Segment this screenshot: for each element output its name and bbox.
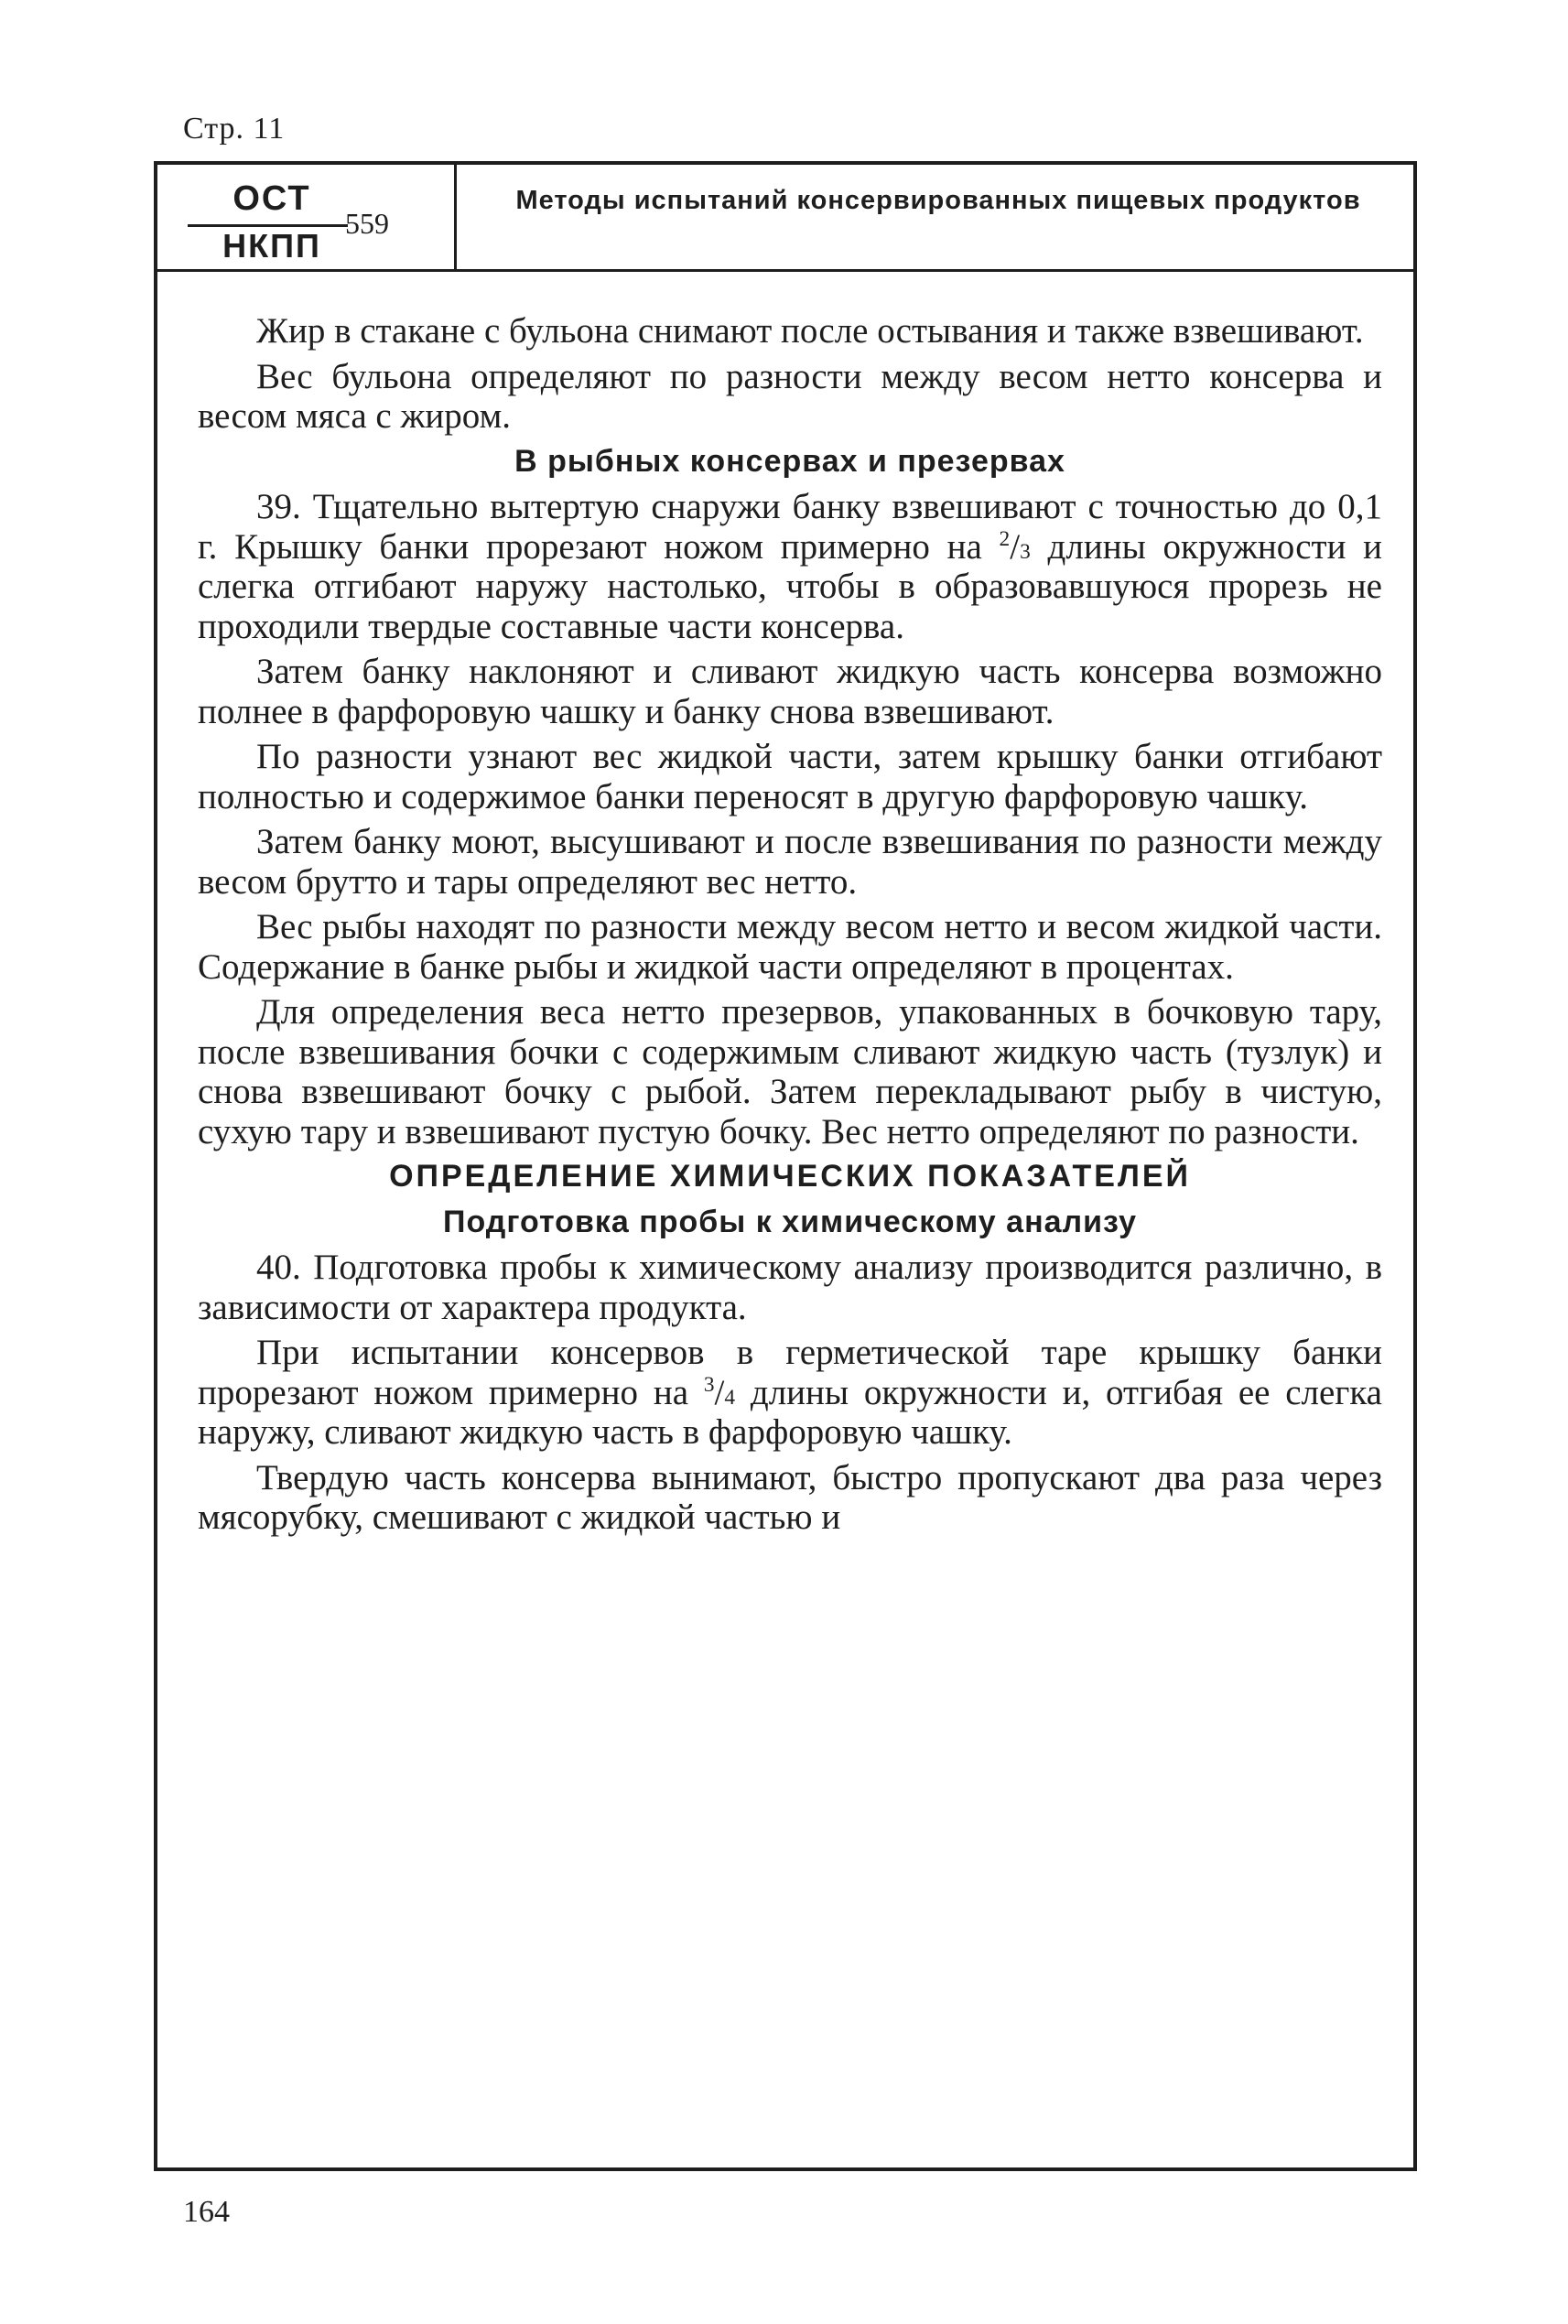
page-label: Стр. 11 [183, 112, 286, 146]
standard-org: НКПП [222, 227, 321, 265]
paragraph-hermetic-end: длины окружности и, отгибая ее слегка наружу, сливают жидкую часть в фарфоровую чашку. [198, 1372, 1382, 1452]
paragraph-pour-liquid: Затем банку наклоняют и сливают жидкую часть консерва возможно полнее в фарфоровую чашку и банку снова взвешивают. [198, 652, 1382, 731]
paragraph-hermetic-start: При испытании консервов в герметической таре крышку банки прорезают ножом примерно на [198, 1333, 1382, 1412]
fraction-numerator: 3 [703, 1372, 715, 1397]
frame-top-rule [154, 161, 1417, 165]
fraction-numerator: 2 [999, 526, 1011, 551]
paragraph-39-end: длины окружности и слегка отгибают наружу настолько, чтобы в образовавшуюся прорезь не проходили твердые составные части консерва. [198, 526, 1383, 646]
section-heading-fish: В рыбных консервах и презервах [514, 443, 1065, 479]
paragraph-preserves: Для определения веса нетто презервов, упакованных в бочковую тару, после взвешивания бочки с содержимым сливают жидкую часть (тузлук) и снова взвешивают бочку с рыбой. Затем перекладывают рыбу в чистую, сухую тару и взвешивают пустую бочку. Вес нетто определяют по разности. [198, 992, 1382, 1151]
paragraph-net-weight: Затем банку моют, высушивают и после взвешивания по разности между весом брутто и тары определяют вес нетто. [198, 822, 1382, 902]
fraction-three-quarters: $^3$/4 [703, 1372, 736, 1412]
frame-bottom-rule [154, 2167, 1417, 2171]
fraction-denominator: 3 [1020, 539, 1031, 564]
paragraph-broth-weight: Вес бульона определяют по разности между весом нетто консерва и весом мяса с жиром. [198, 356, 1382, 436]
standard-designation [188, 179, 426, 265]
paragraph-hermetic [198, 1333, 1382, 1453]
standard-number: 559 [345, 207, 389, 240]
paragraph-solid-part: Твердую часть консерва вынимают, быстро пропускают два раза через мясорубку, смешивают с жидкой частью и [198, 1457, 1382, 1537]
paragraph-39-start: 39. Тщательно вытертую снаружи банку взвешивают с точностью до 0,1 г. Крышку банки прорезают ножом примерно на [198, 487, 1382, 567]
header-title: Методы испытаний консервированных пищевых продуктов [515, 186, 1361, 215]
header-divider [454, 163, 457, 269]
paragraph-fat: Жир в стакане с бульона снимают после остывания и также взвешивают. [256, 311, 1364, 351]
standard-abbrev: ОСТ [232, 179, 311, 218]
header-bottom-rule [154, 269, 1417, 272]
paragraph-40: 40. Подготовка пробы к химическому анализу производится различно, в зависимости от характера продукта. [198, 1248, 1382, 1327]
paragraph-fish-weight: Вес рыбы находят по разности между весом нетто и весом жидкой части. Содержание в банке рыбы и жидкой части определяют в процентах. [198, 907, 1382, 987]
paragraph-liquid-weight: По разности узнают вес жидкой части, затем крышку банки отгибают полностью и содержимое банки переносят в другую фарфоровую чашку. [198, 737, 1382, 816]
fraction-two-thirds: $^2$/3 [999, 526, 1031, 567]
page-number: 164 [183, 2195, 230, 2229]
page-body [198, 311, 1382, 1543]
section-heading-chemical: ОПРЕДЕЛЕНИЕ ХИМИЧЕСКИХ ПОКАЗАТЕЛЕЙ [389, 1159, 1191, 1194]
section-heading-sample-prep: Подготовка пробы к химическому анализу [443, 1204, 1137, 1239]
paragraph-39 [198, 487, 1382, 646]
fraction-denominator: 4 [724, 1385, 736, 1410]
